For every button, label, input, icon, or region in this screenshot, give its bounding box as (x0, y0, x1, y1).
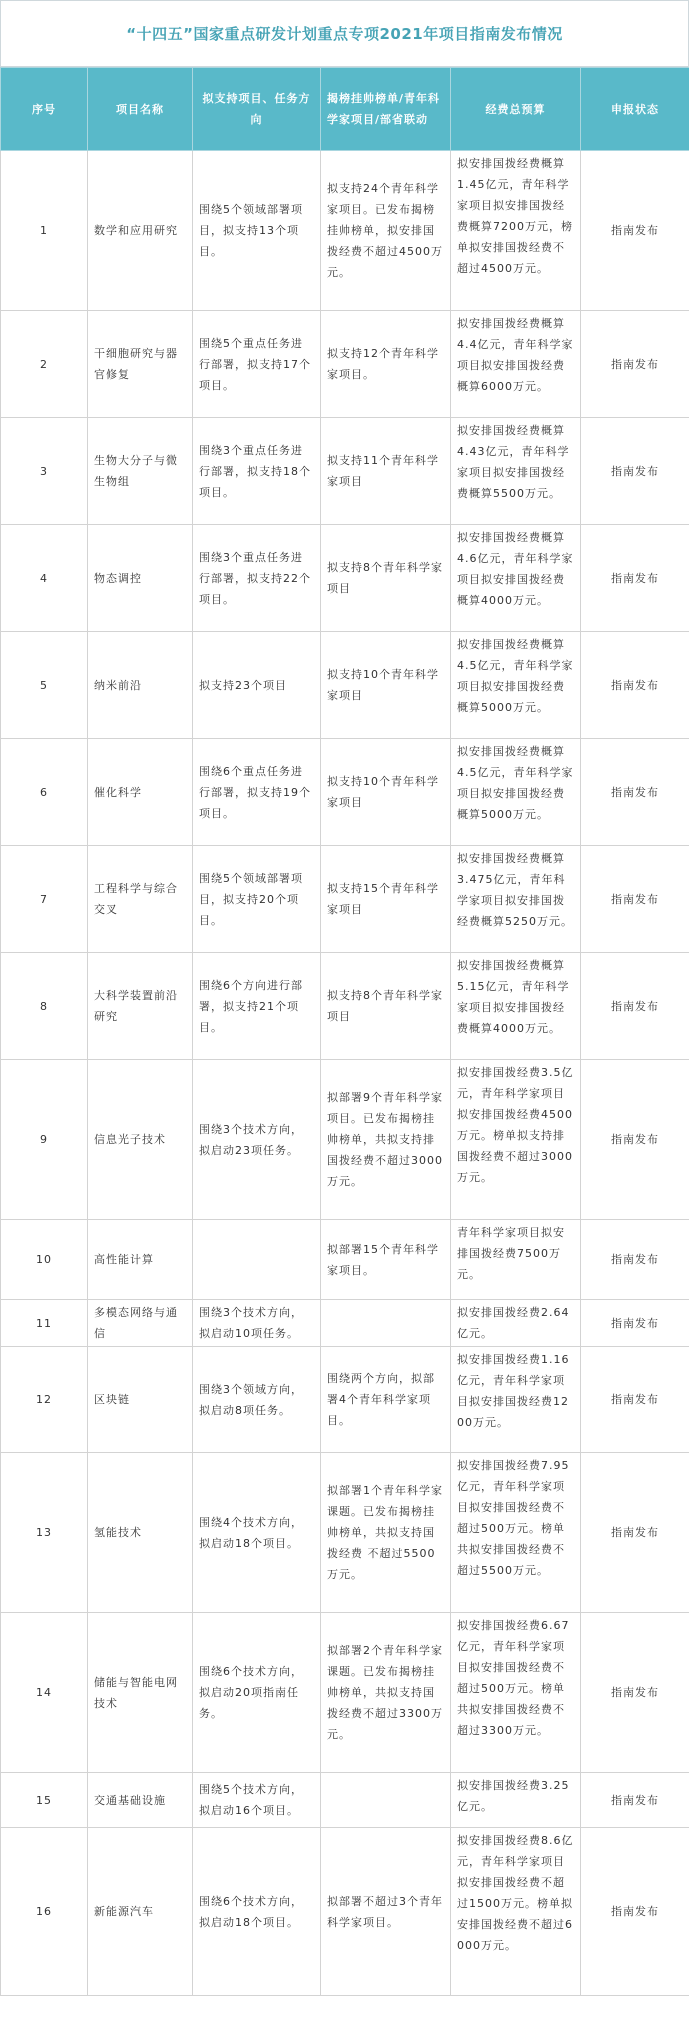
budget-total: 拟安排国拨经费3.5亿元，青年科学家项目拟安排国拨经费4500万元。榜单拟支持排国拨经费不超过3000万元。 (451, 1060, 581, 1220)
special-project-note: 拟支持15个青年科学家项目 (321, 846, 451, 953)
project-name: 区块链 (88, 1347, 193, 1453)
special-project-note: 拟支持10个青年科学家项目 (321, 739, 451, 846)
application-status: 指南发布 (581, 1300, 689, 1347)
row-number: 6 (1, 739, 88, 846)
row-number: 9 (1, 1060, 88, 1220)
header-special: 揭榜挂帅榜单/青年科学家项目/部省联动 (321, 68, 451, 151)
project-name: 物态调控 (88, 525, 193, 632)
project-direction: 围绕3个技术方向，拟启动23项任务。 (193, 1060, 321, 1220)
project-direction: 围绕5个重点任务进行部署，拟支持17个项目。 (193, 311, 321, 418)
table-row (1, 632, 689, 739)
project-direction: 围绕6个方向进行部署，拟支持21个项目。 (193, 953, 321, 1060)
project-name: 数学和应用研究 (88, 151, 193, 311)
table-row (1, 151, 689, 311)
page-title: “十四五”国家重点研发计划重点专项2021年项目指南发布情况 (0, 0, 689, 67)
special-project-note: 拟部署1个青年科学家课题。已发布揭榜挂帅榜单，共拟支持国拨经费 不超过5500万元。 (321, 1453, 451, 1613)
project-name: 生物大分子与微生物组 (88, 418, 193, 525)
table-row (1, 1347, 689, 1453)
special-project-note: 拟支持8个青年科学家项目 (321, 953, 451, 1060)
project-name: 氢能技术 (88, 1453, 193, 1613)
application-status: 指南发布 (581, 1613, 689, 1773)
row-number: 4 (1, 525, 88, 632)
special-project-note: 拟部署不超过3个青年科学家项目。 (321, 1828, 451, 1996)
budget-total: 拟安排国拨经费1.16亿元，青年科学家项目拟安排国拨经费1200万元。 (451, 1347, 581, 1453)
project-direction (193, 1220, 321, 1300)
application-status: 指南发布 (581, 151, 689, 311)
project-name: 干细胞研究与器官修复 (88, 311, 193, 418)
budget-total: 拟安排国拨经费8.6亿元，青年科学家项目拟安排国拨经费不超过1500万元。榜单拟安排国拨经费不超过6000万元。 (451, 1828, 581, 1996)
special-project-note: 拟支持12个青年科学家项目。 (321, 311, 451, 418)
row-number: 7 (1, 846, 88, 953)
row-number: 15 (1, 1773, 88, 1828)
budget-total: 拟安排国拨经费概算4.5亿元，青年科学家项目拟安排国拨经费概算5000万元。 (451, 632, 581, 739)
project-direction: 围绕5个领域部署项目，拟支持20个项目。 (193, 846, 321, 953)
budget-total: 拟安排国拨经费概算4.6亿元，青年科学家项目拟安排国拨经费概算4000万元。 (451, 525, 581, 632)
table-row (1, 418, 689, 525)
project-direction: 围绕3个重点任务进行部署，拟支持18个项目。 (193, 418, 321, 525)
table-body (1, 151, 689, 1996)
row-number: 2 (1, 311, 88, 418)
table-row (1, 525, 689, 632)
special-project-note: 拟部署15个青年科学家项目。 (321, 1220, 451, 1300)
budget-total: 拟安排国拨经费概算5.15亿元，青年科学家项目拟安排国拨经费概算4000万元。 (451, 953, 581, 1060)
table-row (1, 1220, 689, 1300)
special-project-note: 拟部署2个青年科学家课题。已发布揭榜挂帅榜单，共拟支持国拨经费不超过3300万元。 (321, 1613, 451, 1773)
special-project-note: 拟支持10个青年科学家项目 (321, 632, 451, 739)
special-project-note (321, 1300, 451, 1347)
special-project-note: 拟部署9个青年科学家项目。已发布揭榜挂帅榜单，共拟支持排国拨经费不超过3000万元。 (321, 1060, 451, 1220)
header-name: 项目名称 (88, 68, 193, 151)
row-number: 5 (1, 632, 88, 739)
application-status: 指南发布 (581, 1060, 689, 1220)
row-number: 3 (1, 418, 88, 525)
project-name: 纳米前沿 (88, 632, 193, 739)
budget-total: 青年科学家项目拟安排国拨经费7500万元。 (451, 1220, 581, 1300)
project-name: 高性能计算 (88, 1220, 193, 1300)
budget-total: 拟安排国拨经费概算4.43亿元，青年科学家项目拟安排国拨经费概算5500万元。 (451, 418, 581, 525)
project-name: 催化科学 (88, 739, 193, 846)
application-status: 指南发布 (581, 1220, 689, 1300)
row-number: 10 (1, 1220, 88, 1300)
application-status: 指南发布 (581, 1453, 689, 1613)
project-direction: 围绕3个重点任务进行部署，拟支持22个项目。 (193, 525, 321, 632)
table-row (1, 1453, 689, 1613)
project-direction: 围绕3个技术方向，拟启动10项任务。 (193, 1300, 321, 1347)
table-row (1, 739, 689, 846)
budget-total: 拟安排国拨经费概算4.5亿元，青年科学家项目拟安排国拨经费概算5000万元。 (451, 739, 581, 846)
project-direction: 围绕6个技术方向，拟启动18个项目。 (193, 1828, 321, 1996)
budget-total: 拟安排国拨经费2.64亿元。 (451, 1300, 581, 1347)
table-row (1, 846, 689, 953)
special-project-note: 拟支持8个青年科学家项目 (321, 525, 451, 632)
project-name: 储能与智能电网技术 (88, 1613, 193, 1773)
header-status: 申报状态 (581, 68, 689, 151)
table-row (1, 1060, 689, 1220)
table-row (1, 953, 689, 1060)
project-direction: 围绕6个重点任务进行部署，拟支持19个项目。 (193, 739, 321, 846)
application-status: 指南发布 (581, 632, 689, 739)
project-name: 新能源汽车 (88, 1828, 193, 1996)
header-no: 序号 (1, 68, 88, 151)
header-direction: 拟支持项目、任务方向 (193, 68, 321, 151)
table-row (1, 1773, 689, 1828)
application-status: 指南发布 (581, 1347, 689, 1453)
project-direction: 围绕4个技术方向，拟启动18个项目。 (193, 1453, 321, 1613)
special-project-note: 围绕两个方向，拟部署4个青年科学家项目。 (321, 1347, 451, 1453)
project-name: 大科学装置前沿研究 (88, 953, 193, 1060)
header-row (1, 68, 689, 151)
table-row (1, 1613, 689, 1773)
application-status: 指南发布 (581, 1773, 689, 1828)
application-status: 指南发布 (581, 525, 689, 632)
budget-total: 拟安排国拨经费6.67亿元，青年科学家项目拟安排国拨经费不超过500万元。榜单共拟安排国拨经费不超过3300万元。 (451, 1613, 581, 1773)
project-direction: 围绕3个领域方向，拟启动8项任务。 (193, 1347, 321, 1453)
budget-total: 拟安排国拨经费3.25亿元。 (451, 1773, 581, 1828)
application-status: 指南发布 (581, 953, 689, 1060)
row-number: 12 (1, 1347, 88, 1453)
project-direction: 围绕5个技术方向，拟启动16个项目。 (193, 1773, 321, 1828)
application-status: 指南发布 (581, 846, 689, 953)
budget-total: 拟安排国拨经费概算4.4亿元，青年科学家项目拟安排国拨经费概算6000万元。 (451, 311, 581, 418)
row-number: 8 (1, 953, 88, 1060)
budget-total: 拟安排国拨经费概算3.475亿元，青年科学家项目拟安排国拨经费概算5250万元。 (451, 846, 581, 953)
row-number: 13 (1, 1453, 88, 1613)
project-direction: 拟支持23个项目 (193, 632, 321, 739)
special-project-note: 拟支持24个青年科学家项目。已发布揭榜挂帅榜单，拟安排国拨经费不超过4500万元。 (321, 151, 451, 311)
project-name: 多模态网络与通信 (88, 1300, 193, 1347)
application-status: 指南发布 (581, 418, 689, 525)
special-project-note (321, 1773, 451, 1828)
application-status: 指南发布 (581, 1828, 689, 1996)
table-row (1, 1300, 689, 1347)
budget-total: 拟安排国拨经费7.95亿元，青年科学家项目拟安排国拨经费不超过500万元。榜单共拟安排国拨经费不超过5500万元。 (451, 1453, 581, 1613)
table-row (1, 1828, 689, 1996)
special-project-note: 拟支持11个青年科学家项目 (321, 418, 451, 525)
row-number: 1 (1, 151, 88, 311)
budget-total: 拟安排国拨经费概算1.45亿元，青年科学家项目拟安排国拨经费概算7200万元，榜单拟安排国拨经费不超过4500万元。 (451, 151, 581, 311)
row-number: 11 (1, 1300, 88, 1347)
project-name: 交通基础设施 (88, 1773, 193, 1828)
row-number: 14 (1, 1613, 88, 1773)
project-direction: 围绕5个领域部署项目，拟支持13个项目。 (193, 151, 321, 311)
application-status: 指南发布 (581, 311, 689, 418)
project-table (0, 67, 689, 1996)
project-name: 工程科学与综合交叉 (88, 846, 193, 953)
project-name: 信息光子技术 (88, 1060, 193, 1220)
project-direction: 围绕6个技术方向，拟启动20项指南任务。 (193, 1613, 321, 1773)
table-row (1, 311, 689, 418)
row-number: 16 (1, 1828, 88, 1996)
header-budget: 经费总预算 (451, 68, 581, 151)
application-status: 指南发布 (581, 739, 689, 846)
